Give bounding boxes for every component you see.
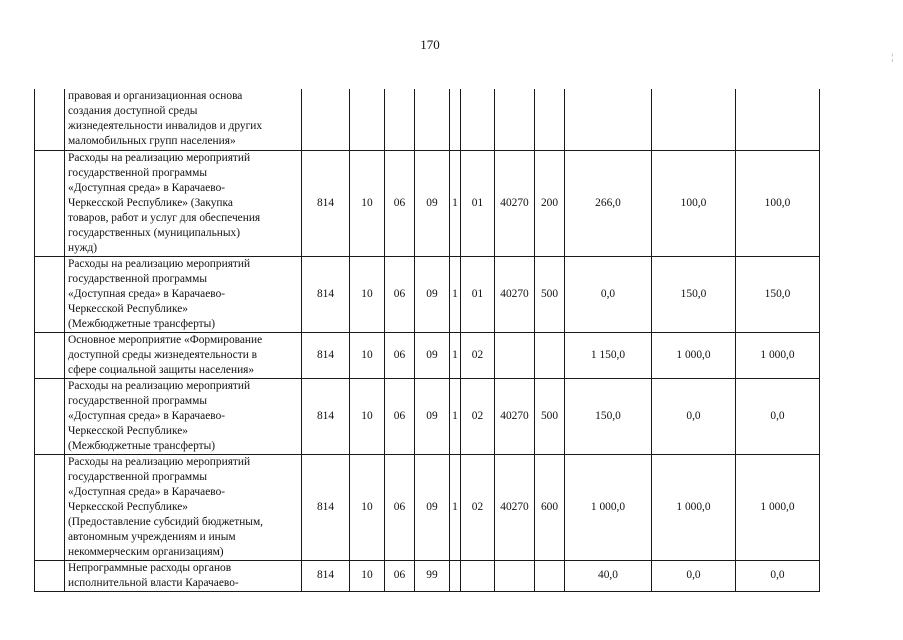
program-cell: 09 [415, 150, 450, 256]
description-cell: правовая и организационная основа создания доступной среды жизнедеятельности инвалидов и других маломобильных групп населения» [65, 89, 302, 150]
table-row [35, 560, 820, 591]
amount-year3-cell: 1 000,0 [736, 332, 820, 378]
budget-table [34, 89, 820, 592]
amount-year2-cell: 100,0 [652, 150, 736, 256]
event-cell: 02 [461, 378, 495, 454]
table-row [35, 256, 820, 332]
subprogram-cell: 1 [450, 332, 461, 378]
amount-year1-cell: 1 000,0 [565, 454, 652, 560]
description-cell: Расходы на реализацию мероприятий государственной программы «Доступная среда» в Карачаево- Черкесской Республике» (Межбюджетные трансферты) [65, 256, 302, 332]
gov-code-cell: 814 [302, 256, 350, 332]
section-cell: 10 [350, 256, 385, 332]
event-cell: 02 [461, 332, 495, 378]
index-cell [35, 256, 65, 332]
subsection-cell [385, 89, 415, 150]
amount-year1-cell: 0,0 [565, 256, 652, 332]
section-cell [350, 89, 385, 150]
amount-year2-cell: 0,0 [652, 378, 736, 454]
index-cell [35, 150, 65, 256]
subsection-cell: 06 [385, 454, 415, 560]
subprogram-cell: 1 [450, 150, 461, 256]
amount-year3-cell: 100,0 [736, 150, 820, 256]
event-cell: 02 [461, 454, 495, 560]
index-cell [35, 89, 65, 150]
description-cell: Расходы на реализацию мероприятий государственной программы «Доступная среда» в Карачаево- Черкесской Республике» (Закупка товаров, работ и услуг для обеспечения государственных (муниципальных) нужд) [65, 150, 302, 256]
index-cell [35, 454, 65, 560]
scan-mark: ¦ [891, 52, 893, 62]
index-cell [35, 332, 65, 378]
subsection-cell: 06 [385, 378, 415, 454]
expense-type-cell [535, 89, 565, 150]
program-cell: 99 [415, 560, 450, 591]
subsection-cell: 06 [385, 150, 415, 256]
program-cell [415, 89, 450, 150]
expense-type-cell: 200 [535, 150, 565, 256]
table-row [35, 332, 820, 378]
event-cell [461, 560, 495, 591]
section-cell: 10 [350, 378, 385, 454]
gov-code-cell: 814 [302, 560, 350, 591]
subprogram-cell: 1 [450, 454, 461, 560]
gov-code-cell: 814 [302, 454, 350, 560]
amount-year2-cell: 0,0 [652, 560, 736, 591]
direction-cell [495, 89, 535, 150]
amount-year1-cell: 1 150,0 [565, 332, 652, 378]
amount-year2-cell: 150,0 [652, 256, 736, 332]
subprogram-cell [450, 560, 461, 591]
direction-cell: 40270 [495, 454, 535, 560]
table-row [35, 454, 820, 560]
table-body [35, 89, 820, 591]
description-cell: Расходы на реализацию мероприятий государственной программы «Доступная среда» в Карачаево- Черкесской Республике» (Предоставление субсидий бюджетным, автономным учреждениям и иным некоммерческим организациям) [65, 454, 302, 560]
gov-code-cell: 814 [302, 332, 350, 378]
program-cell: 09 [415, 378, 450, 454]
description-cell: Расходы на реализацию мероприятий государственной программы «Доступная среда» в Карачаево- Черкесской Республике» (Межбюджетные трансферты) [65, 378, 302, 454]
table-row [35, 150, 820, 256]
amount-year1-cell: 150,0 [565, 378, 652, 454]
expense-type-cell: 600 [535, 454, 565, 560]
direction-cell [495, 560, 535, 591]
subsection-cell: 06 [385, 332, 415, 378]
subsection-cell: 06 [385, 256, 415, 332]
section-cell: 10 [350, 332, 385, 378]
page-number: 170 [420, 37, 440, 52]
table-row [35, 89, 820, 150]
amount-year2-cell: 1 000,0 [652, 454, 736, 560]
index-cell [35, 560, 65, 591]
event-cell: 01 [461, 256, 495, 332]
direction-cell [495, 332, 535, 378]
subprogram-cell: 1 [450, 256, 461, 332]
direction-cell: 40270 [495, 378, 535, 454]
amount-year3-cell: 1 000,0 [736, 454, 820, 560]
expense-type-cell: 500 [535, 256, 565, 332]
program-cell: 09 [415, 332, 450, 378]
expense-type-cell [535, 560, 565, 591]
subsection-cell: 06 [385, 560, 415, 591]
index-cell [35, 378, 65, 454]
amount-year3-cell: 0,0 [736, 378, 820, 454]
amount-year2-cell: 1 000,0 [652, 332, 736, 378]
direction-cell: 40270 [495, 150, 535, 256]
amount-year3-cell: 0,0 [736, 560, 820, 591]
section-cell: 10 [350, 560, 385, 591]
amount-year1-cell: 40,0 [565, 560, 652, 591]
description-cell: Основное мероприятие «Формирование доступной среды жизнедеятельности в сфере социальной защиты населения» [65, 332, 302, 378]
expense-type-cell: 500 [535, 378, 565, 454]
amount-year3-cell: 150,0 [736, 256, 820, 332]
event-cell [461, 89, 495, 150]
event-cell: 01 [461, 150, 495, 256]
program-cell: 09 [415, 454, 450, 560]
table-row [35, 378, 820, 454]
direction-cell: 40270 [495, 256, 535, 332]
section-cell: 10 [350, 454, 385, 560]
program-cell: 09 [415, 256, 450, 332]
subprogram-cell: 1 [450, 378, 461, 454]
amount-year2-cell [652, 89, 736, 150]
amount-year1-cell: 266,0 [565, 150, 652, 256]
subprogram-cell [450, 89, 461, 150]
section-cell: 10 [350, 150, 385, 256]
amount-year1-cell [565, 89, 652, 150]
expense-type-cell [535, 332, 565, 378]
amount-year3-cell [736, 89, 820, 150]
gov-code-cell: 814 [302, 150, 350, 256]
gov-code-cell [302, 89, 350, 150]
gov-code-cell: 814 [302, 378, 350, 454]
description-cell: Непрограммные расходы органов исполнительной власти Карачаево- [65, 560, 302, 591]
